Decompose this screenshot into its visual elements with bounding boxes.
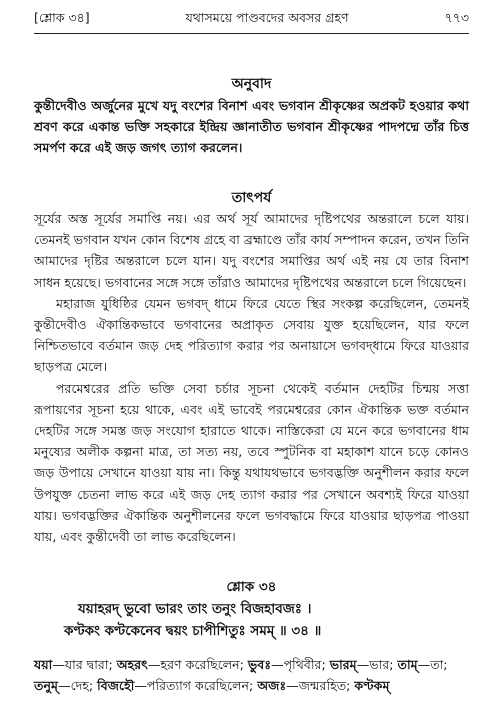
synonym-term: অজঃ: [257, 678, 287, 693]
synonym-meaning: —যার দ্বারা;: [52, 657, 117, 672]
synonym-term: অহরৎ: [116, 657, 148, 672]
header-chapter-title: যথাসময়ে পাণ্ডবদের অবসর গ্রহণ: [185, 10, 349, 25]
translation-heading: অনুবাদ: [231, 76, 272, 92]
purport-paragraph: মহারাজ যুধিষ্ঠির যেমন ভগবদ্ ধামে ফিরে যেতে স্থির সংকল্প করেছিলেন, তেমনই কুন্তীদেবীও ঐকান্তিকভাবে ভগবানের অপ্রাকৃত সেবায় যুক্ত হয়েছিলেন, যার ফলে নিশ্চিতভাবে বর্তমান জড় দেহ পরিত্যাগ করার পর অনায়াসে ভগবদ্‌ধামে ফিরে যাওয়ার ছাড়পত্র মেলে।: [34, 295, 469, 375]
purport-paragraph: পরমেশ্বরের প্রতি ভক্তি সেবা চর্চার সূচনা থেকেই বর্তমান দেহটির চিন্ময় সত্তা রূপায়ণের সূচনা হয়ে থাকে, এবং এই ভাবেই পরমেশ্বরের কোন ঐকান্তিক ভক্ত বর্তমান দেহটির সঙ্গে সমস্ত জড় সংযোগ হারাতে থাকে। নাস্তিকেরা যে মনে করে ভগবানের ধাম মনুষ্যের অলীক কল্পনা মাত্র, তা সত্য নয়, তবে স্পুটনিক বা মহাকাশ যানে চড়ে কোনও জড় উপায়ে সেখানে যাওয়া যায় না। কিন্তু যথাযথভাবে ভগবদ্ভক্তি অনুশীলন করার ফলে উপযুক্ত চেতনা লাভ করে এই জড় দেহ ত্যাগ করার পর সেখানে অবশ্যই ফিরে যাওয়া যায়। ভগবদ্ভক্তির ঐকান্তিক অনুশীলনের ফলে ভগবদ্ধামে ফিরে যাওয়ার ছাড়পত্র পাওয়া যায়, এবং কুন্তীদেবী তা লাভ করেছিলেন।: [34, 380, 469, 545]
header-page-number: ৭৭৩: [444, 10, 469, 25]
synonym-meaning: —পরিত্যাগ করেছিলেন;: [134, 678, 258, 693]
purport-heading: তাৎপর্য: [231, 190, 272, 206]
purport-paragraph: সূর্যের অস্ত সূর্যের সমাপ্তি নয়। এর অর্থ সূর্য আমাদের দৃষ্টিপথের অন্তরালে চলে যায়। তেমনই ভগবান যখন কোন বিশেষ গ্রহে বা ব্রহ্মাণ্ডে তাঁর কার্য সম্পাদন করেন, তখন তিনি আমাদের দৃষ্টির অন্তরালে চলে যান। যদু বংশের সমাপ্তির অর্থ এই নয় যে তার বিনাশ সাধন হয়েছে। ভগবানের সঙ্গে সঙ্গে তাঁরাও আমাদের দৃষ্টিপথের অন্তরালে চলে গিয়েছেন।: [34, 211, 469, 290]
synonym-meaning: —জন্মরহিত;: [286, 678, 355, 693]
synonym-term: কণ্টকম্: [354, 678, 390, 693]
purport-body: [34, 208, 469, 547]
synonym-term: তনুম্: [34, 678, 58, 693]
synonym-meaning: —দেহ;: [57, 678, 98, 693]
synonym-term: তাম্: [397, 657, 418, 672]
synonym-meaning: —হরণ করেছিলেন;: [147, 657, 248, 672]
verse-line: যয়াহরদ্ ভুবো ভারং তাং তনুং বিজহাবজঃ ।: [78, 601, 312, 617]
page-header: [34, 8, 469, 34]
synonym-meaning: —তা;: [417, 657, 448, 672]
synonym-meaning: —ভার;: [356, 657, 398, 672]
translation-text: কুন্তীদেবীও অর্জুনের মুখে যদু বংশের বিনাশ এবং ভগবান শ্রীকৃষ্ণের অপ্রকট হওয়ার কথা শ্রবণ করে একান্ত ভক্তি সহকারে ইন্দ্রিয় জ্ঞানাতীত ভগবান শ্রীকৃষ্ণের পাদপদ্মে তাঁর চিত্ত সমর্পণ করে এই জড় জগৎ ত্যাগ করলেন।: [34, 98, 469, 156]
verse-heading: শ্লোক ৩৪: [226, 579, 277, 595]
synonym-term: বিজহৌ: [97, 678, 135, 693]
synonym-meaning: —পৃথিবীর;: [271, 657, 330, 672]
synonym-term: ভুবঃ: [247, 657, 272, 672]
verse-text: [34, 598, 469, 642]
synonyms: [34, 654, 469, 696]
synonym-term: যয়া: [34, 657, 53, 672]
header-verse-ref: [শ্লোক ৩৪]: [34, 10, 90, 25]
verse-line: কণ্টকং কণ্টকেনেব দ্বয়ং চাপীশিতুঃ সমম্ ॥ ৩৪ ॥: [64, 623, 322, 639]
synonym-term: ভারম্: [329, 657, 357, 672]
